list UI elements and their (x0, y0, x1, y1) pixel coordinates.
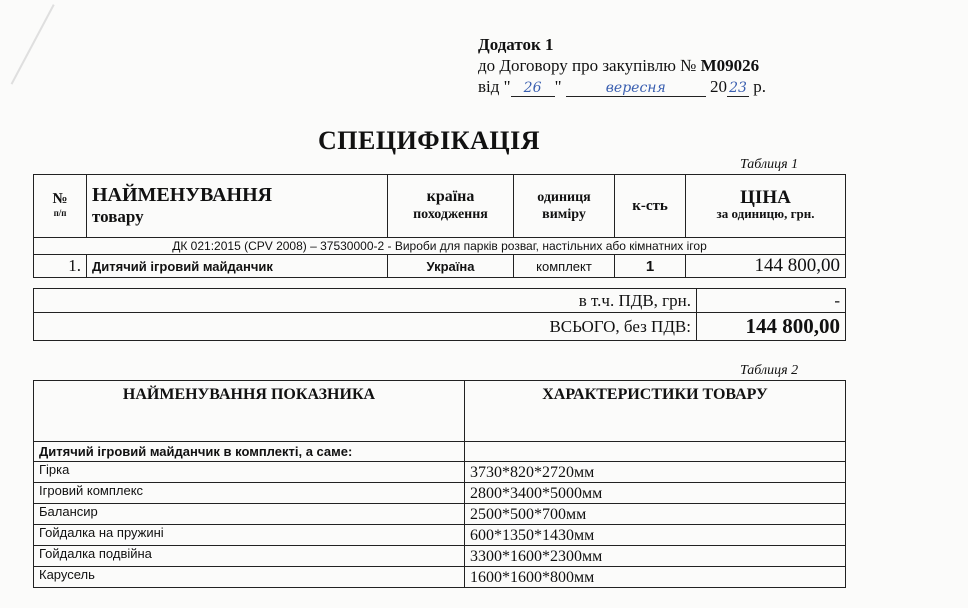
header-country-label: країна (426, 188, 475, 205)
section-row (34, 442, 846, 462)
cpv-code-row (34, 238, 846, 255)
row-number: 1. (34, 255, 87, 278)
item-value: 3730*820*2720мм (465, 462, 846, 483)
contract-prefix: до Договору про закупівлю № (478, 56, 697, 75)
year-prefix: 20 (710, 77, 728, 96)
date-quote: " (554, 77, 562, 96)
row-country: Україна (388, 255, 514, 278)
header-unit: одиниця виміру (514, 175, 615, 238)
item-name: Карусель (34, 567, 465, 588)
document-title: СПЕЦИФІКАЦІЯ (318, 126, 540, 155)
vat-value: - (697, 289, 846, 313)
item-value: 600*1350*1430мм (465, 525, 846, 546)
header-price-sub: за одиницю, грн. (716, 206, 815, 221)
total-value: 144 800,00 (697, 313, 846, 341)
table-row (34, 255, 846, 278)
appendix-title: Додаток 1 (478, 35, 554, 54)
item-value: 2800*3400*5000мм (465, 483, 846, 504)
vat-label: в т.ч. ПДВ, грн. (34, 289, 697, 313)
item-name: Ігровий комплекс (34, 483, 465, 504)
characteristics-table (33, 380, 846, 588)
date-line (478, 76, 858, 97)
section-empty-cell (465, 442, 846, 462)
header-indicator: НАЙМЕНУВАННЯ ПОКАЗНИКА (34, 381, 465, 442)
row-product-name: Дитячий ігровий майданчик (87, 255, 388, 278)
header-num-sub: п/п (53, 208, 67, 218)
list-item (34, 525, 846, 546)
header-price (686, 175, 846, 238)
list-item (34, 504, 846, 525)
header-num-label: № (52, 191, 68, 207)
row-price: 144 800,00 (686, 255, 846, 278)
date-prefix: від " (478, 77, 511, 96)
item-name: Гойдалка подвійна (34, 546, 465, 567)
item-name: Гойдалка на пружині (34, 525, 465, 546)
item-name: Балансир (34, 504, 465, 525)
header-name-label: НАЙМЕНУВАННЯ (92, 184, 273, 206)
list-item (34, 483, 846, 504)
item-value: 2500*500*700мм (465, 504, 846, 525)
handwritten-year: 23 (727, 80, 749, 97)
item-name: Гірка (34, 462, 465, 483)
page-corner-edge (0, 0, 55, 85)
item-value: 3300*1600*2300мм (465, 546, 846, 567)
contract-line (478, 55, 858, 76)
cpv-code-text: ДК 021:2015 (CPV 2008) – 37530000-2 - Вироби для парків розваг, настільних або кімнатних ігор (34, 238, 846, 255)
total-row (34, 313, 846, 341)
totals-table (33, 288, 846, 341)
header-price-label: ЦІНА (740, 187, 791, 208)
table1-caption: Таблиця 1 (740, 157, 799, 172)
list-item (34, 567, 846, 588)
item-value: 1600*1600*800мм (465, 567, 846, 588)
year-end: р. (753, 77, 767, 96)
row-unit: комплект (514, 255, 615, 278)
specification-table (33, 174, 846, 278)
header-country (388, 175, 514, 238)
appendix-header (478, 34, 858, 97)
table1-header-row (34, 175, 846, 238)
header-country-sub: походження (413, 207, 488, 222)
header-name (87, 175, 388, 238)
vat-row (34, 289, 846, 313)
header-name-sub: товару (92, 207, 144, 226)
total-label: ВСЬОГО, без ПДВ: (34, 313, 697, 341)
list-item (34, 462, 846, 483)
header-num (34, 175, 87, 238)
section-title: Дитячий ігровий майданчик в комплекті, а саме: (34, 442, 465, 462)
list-item (34, 546, 846, 567)
handwritten-day: 26 (511, 80, 555, 97)
row-qty: 1 (615, 255, 686, 278)
handwritten-month: вересня (566, 80, 706, 97)
contract-number: M09026 (700, 56, 760, 75)
table2-caption: Таблиця 2 (740, 363, 799, 378)
header-characteristics: ХАРАКТЕРИСТИКИ ТОВАРУ (465, 381, 846, 442)
header-qty: к-сть (615, 175, 686, 238)
table2-header-row (34, 381, 846, 442)
